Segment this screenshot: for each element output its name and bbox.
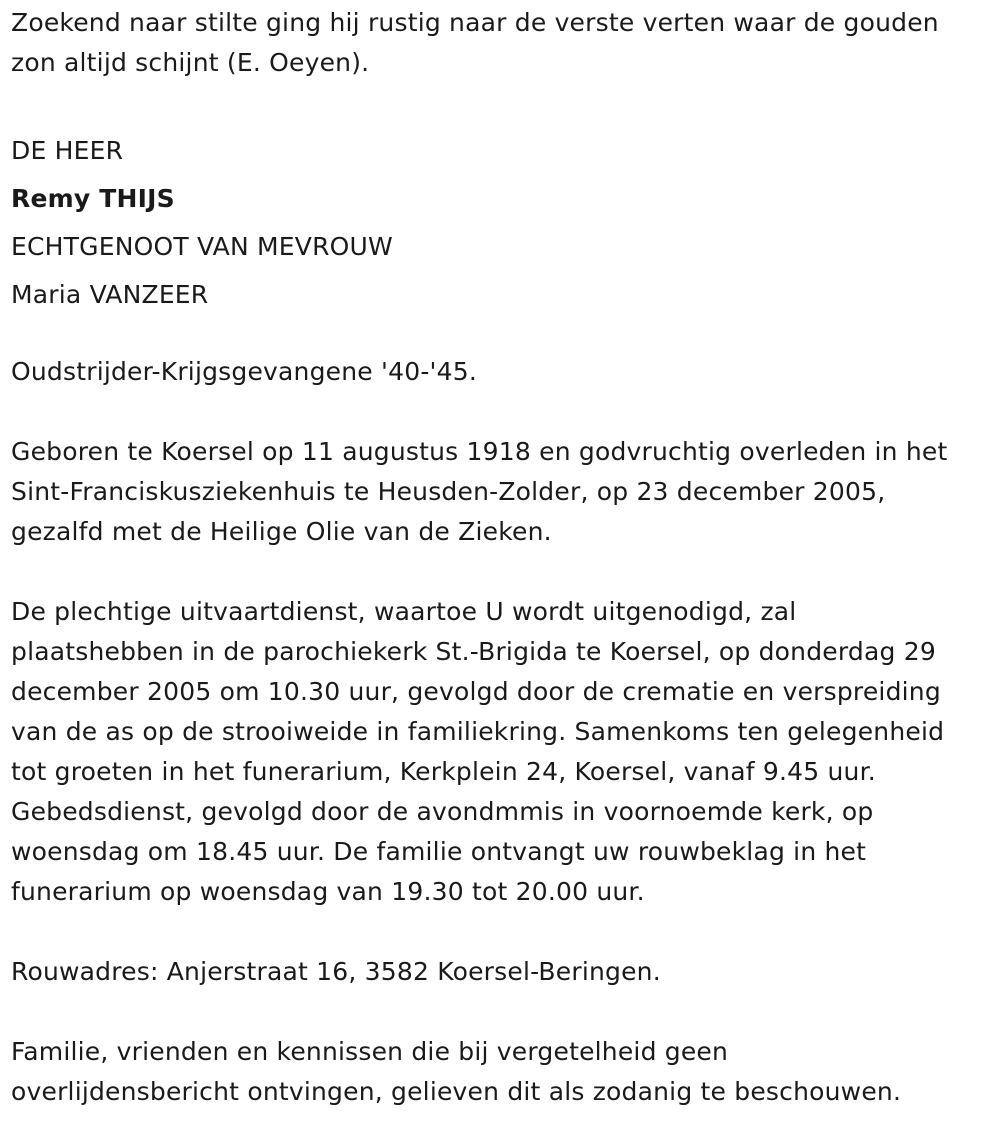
paragraph-line: Gebedsdienst, gevolgd door de avondmmis in voornoemde kerk, op (11, 797, 874, 826)
salutation: DE HEER (11, 136, 124, 165)
paragraph-line: tot groeten in het funerarium, Kerkplein 24, Koersel, vanaf 9.45 uur. (11, 757, 876, 786)
paragraph-line: funerarium op woensdag van 19.30 tot 20.00 uur. (11, 877, 645, 906)
paragraph-line: Familie, vrienden en kennissen die bij vergetelheid geen (11, 1037, 729, 1066)
paragraph-line: december 2005 om 10.30 uur, gevolgd door de crematie en verspreiding (11, 677, 941, 706)
paragraph-line: gezalfd met de Heilige Olie van de Zieken. (11, 517, 552, 546)
funeral-paragraph (11, 592, 991, 912)
veteran-title (11, 352, 991, 392)
spouse-name: Maria VANZEER (11, 280, 209, 309)
paragraph-line: woensdag om 18.45 uur. De familie ontvangt uw rouwbeklag in het (11, 837, 867, 866)
paragraph-line: plaatshebben in de parochiekerk St.-Brigida te Koersel, op donderdag 29 (11, 637, 936, 666)
quote-line: zon altijd schijnt (E. Oeyen). (11, 48, 370, 77)
deceased-name: Remy THIJS (11, 184, 175, 213)
closing-paragraph (11, 1032, 991, 1112)
deceased-block (11, 123, 991, 319)
relation-label: ECHTGENOOT VAN MEVROUW (11, 232, 393, 261)
paragraph-line: Sint-Franciskusziekenhuis te Heusden-Zolder, op 23 december 2005, (11, 477, 886, 506)
paragraph-line: De plechtige uitvaartdienst, waartoe U wordt uitgenodigd, zal (11, 597, 797, 626)
paragraph-line: Geboren te Koersel op 11 augustus 1918 en godvruchtig overleden in het (11, 437, 948, 466)
address-line: Rouwadres: Anjerstraat 16, 3582 Koersel-Beringen. (11, 957, 661, 986)
birth-death-paragraph (11, 432, 991, 552)
obituary-document (11, 3, 991, 1112)
paragraph-line: van de as op de strooiweide in familiekring. Samenkoms ten gelegenheid (11, 717, 945, 746)
paragraph-line: overlijdensbericht ontvingen, gelieven dit als zodanig te beschouwen. (11, 1077, 902, 1106)
mourning-address (11, 952, 991, 992)
quote-line: Zoekend naar stilte ging hij rustig naar de verste verten waar de gouden (11, 8, 939, 37)
veteran-title-line: Oudstrijder-Krijgsgevangene '40-'45. (11, 357, 477, 386)
opening-quote (11, 3, 991, 83)
